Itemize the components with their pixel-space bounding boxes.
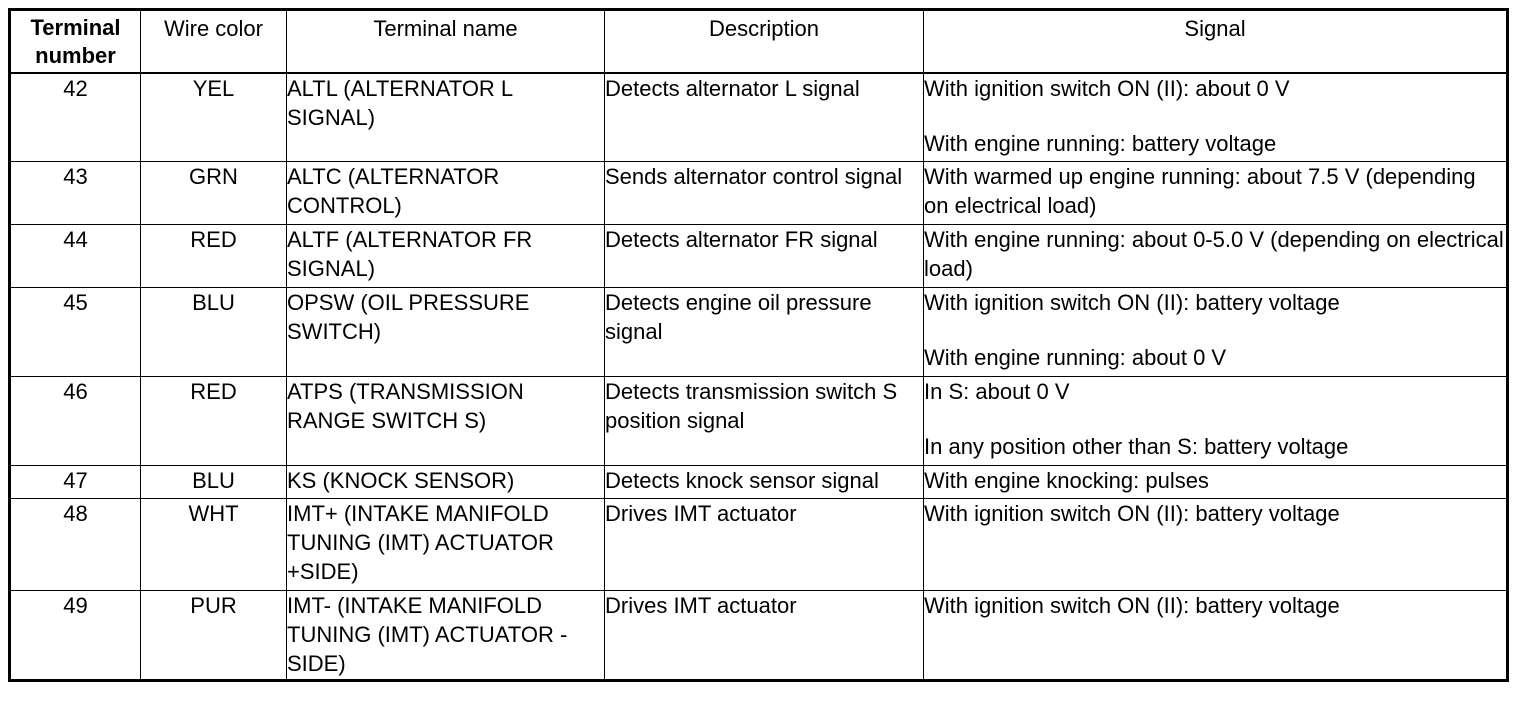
terminal-number-cell: 44 (10, 225, 141, 288)
signal-line: With ignition switch ON (II): battery voltage (924, 593, 1340, 618)
description-cell: Detects transmission switch S position signal (605, 377, 924, 466)
terminal-number-cell: 46 (10, 377, 141, 466)
header-signal: Signal (924, 10, 1508, 74)
signal-line: With warmed up engine running: about 7.5 V (depending on electrical load) (924, 164, 1476, 218)
signal-cell (924, 466, 1508, 499)
terminal-name-cell: ATPS (TRANSMISSION RANGE SWITCH S) (287, 377, 605, 466)
signal-line: With engine knocking: pulses (924, 468, 1209, 493)
wire-color-cell: RED (141, 377, 287, 466)
header-terminal-name: Terminal name (287, 10, 605, 74)
terminal-name-cell: ALTF (ALTERNATOR FR SIGNAL) (287, 225, 605, 288)
terminal-number-cell: 42 (10, 73, 141, 162)
table-row (10, 377, 1508, 466)
wire-color-cell: WHT (141, 499, 287, 591)
header-description: Description (605, 10, 924, 74)
terminal-name-cell: ALTL (ALTERNATOR L SIGNAL) (287, 73, 605, 162)
description-cell: Sends alternator control signal (605, 162, 924, 225)
signal-cell (924, 377, 1508, 466)
description-cell: Detects knock sensor signal (605, 466, 924, 499)
terminal-number-cell: 47 (10, 466, 141, 499)
terminal-table (8, 8, 1509, 682)
signal-cell (924, 73, 1508, 162)
table-row (10, 499, 1508, 591)
signal-line: With ignition switch ON (II): battery voltage (924, 290, 1340, 315)
wire-color-cell: BLU (141, 288, 287, 377)
signal-line: With engine running: battery voltage (924, 131, 1277, 156)
table-row (10, 225, 1508, 288)
terminal-number-cell: 45 (10, 288, 141, 377)
terminal-name-cell: KS (KNOCK SENSOR) (287, 466, 605, 499)
table-row (10, 591, 1508, 681)
signal-line: With ignition switch ON (II): battery voltage (924, 501, 1340, 526)
description-cell: Detects alternator L signal (605, 73, 924, 162)
terminal-number-cell: 49 (10, 591, 141, 681)
wire-color-cell: GRN (141, 162, 287, 225)
signal-line: With ignition switch ON (II): about 0 V (924, 76, 1290, 101)
terminal-table-sheet (8, 8, 1509, 682)
signal-cell (924, 288, 1508, 377)
terminal-name-cell: ALTC (ALTERNATOR CONTROL) (287, 162, 605, 225)
description-cell: Drives IMT actuator (605, 591, 924, 681)
wire-color-cell: BLU (141, 466, 287, 499)
wire-color-cell: RED (141, 225, 287, 288)
signal-line: In S: about 0 V (924, 379, 1070, 404)
signal-cell (924, 591, 1508, 681)
table-row (10, 73, 1508, 162)
terminal-name-cell: IMT+ (INTAKE MANIFOLD TUNING (IMT) ACTUATOR +SIDE) (287, 499, 605, 591)
signal-line: With engine running: about 0-5.0 V (depending on electrical load) (924, 227, 1504, 281)
table-row (10, 288, 1508, 377)
signal-line: With engine running: about 0 V (924, 345, 1227, 370)
signal-cell (924, 499, 1508, 591)
terminal-name-cell: IMT- (INTAKE MANIFOLD TUNING (IMT) ACTUATOR -SIDE) (287, 591, 605, 681)
terminal-number-cell: 43 (10, 162, 141, 225)
description-cell: Drives IMT actuator (605, 499, 924, 591)
table-row (10, 466, 1508, 499)
table-row (10, 162, 1508, 225)
terminal-number-cell: 48 (10, 499, 141, 591)
signal-cell (924, 225, 1508, 288)
header-terminal-number: Terminal number (10, 10, 141, 74)
signal-line: In any position other than S: battery voltage (924, 434, 1349, 459)
description-cell: Detects alternator FR signal (605, 225, 924, 288)
terminal-name-cell: OPSW (OIL PRESSURE SWITCH) (287, 288, 605, 377)
wire-color-cell: YEL (141, 73, 287, 162)
header-row (10, 10, 1508, 74)
description-cell: Detects engine oil pressure signal (605, 288, 924, 377)
header-wire-color: Wire color (141, 10, 287, 74)
signal-cell (924, 162, 1508, 225)
wire-color-cell: PUR (141, 591, 287, 681)
